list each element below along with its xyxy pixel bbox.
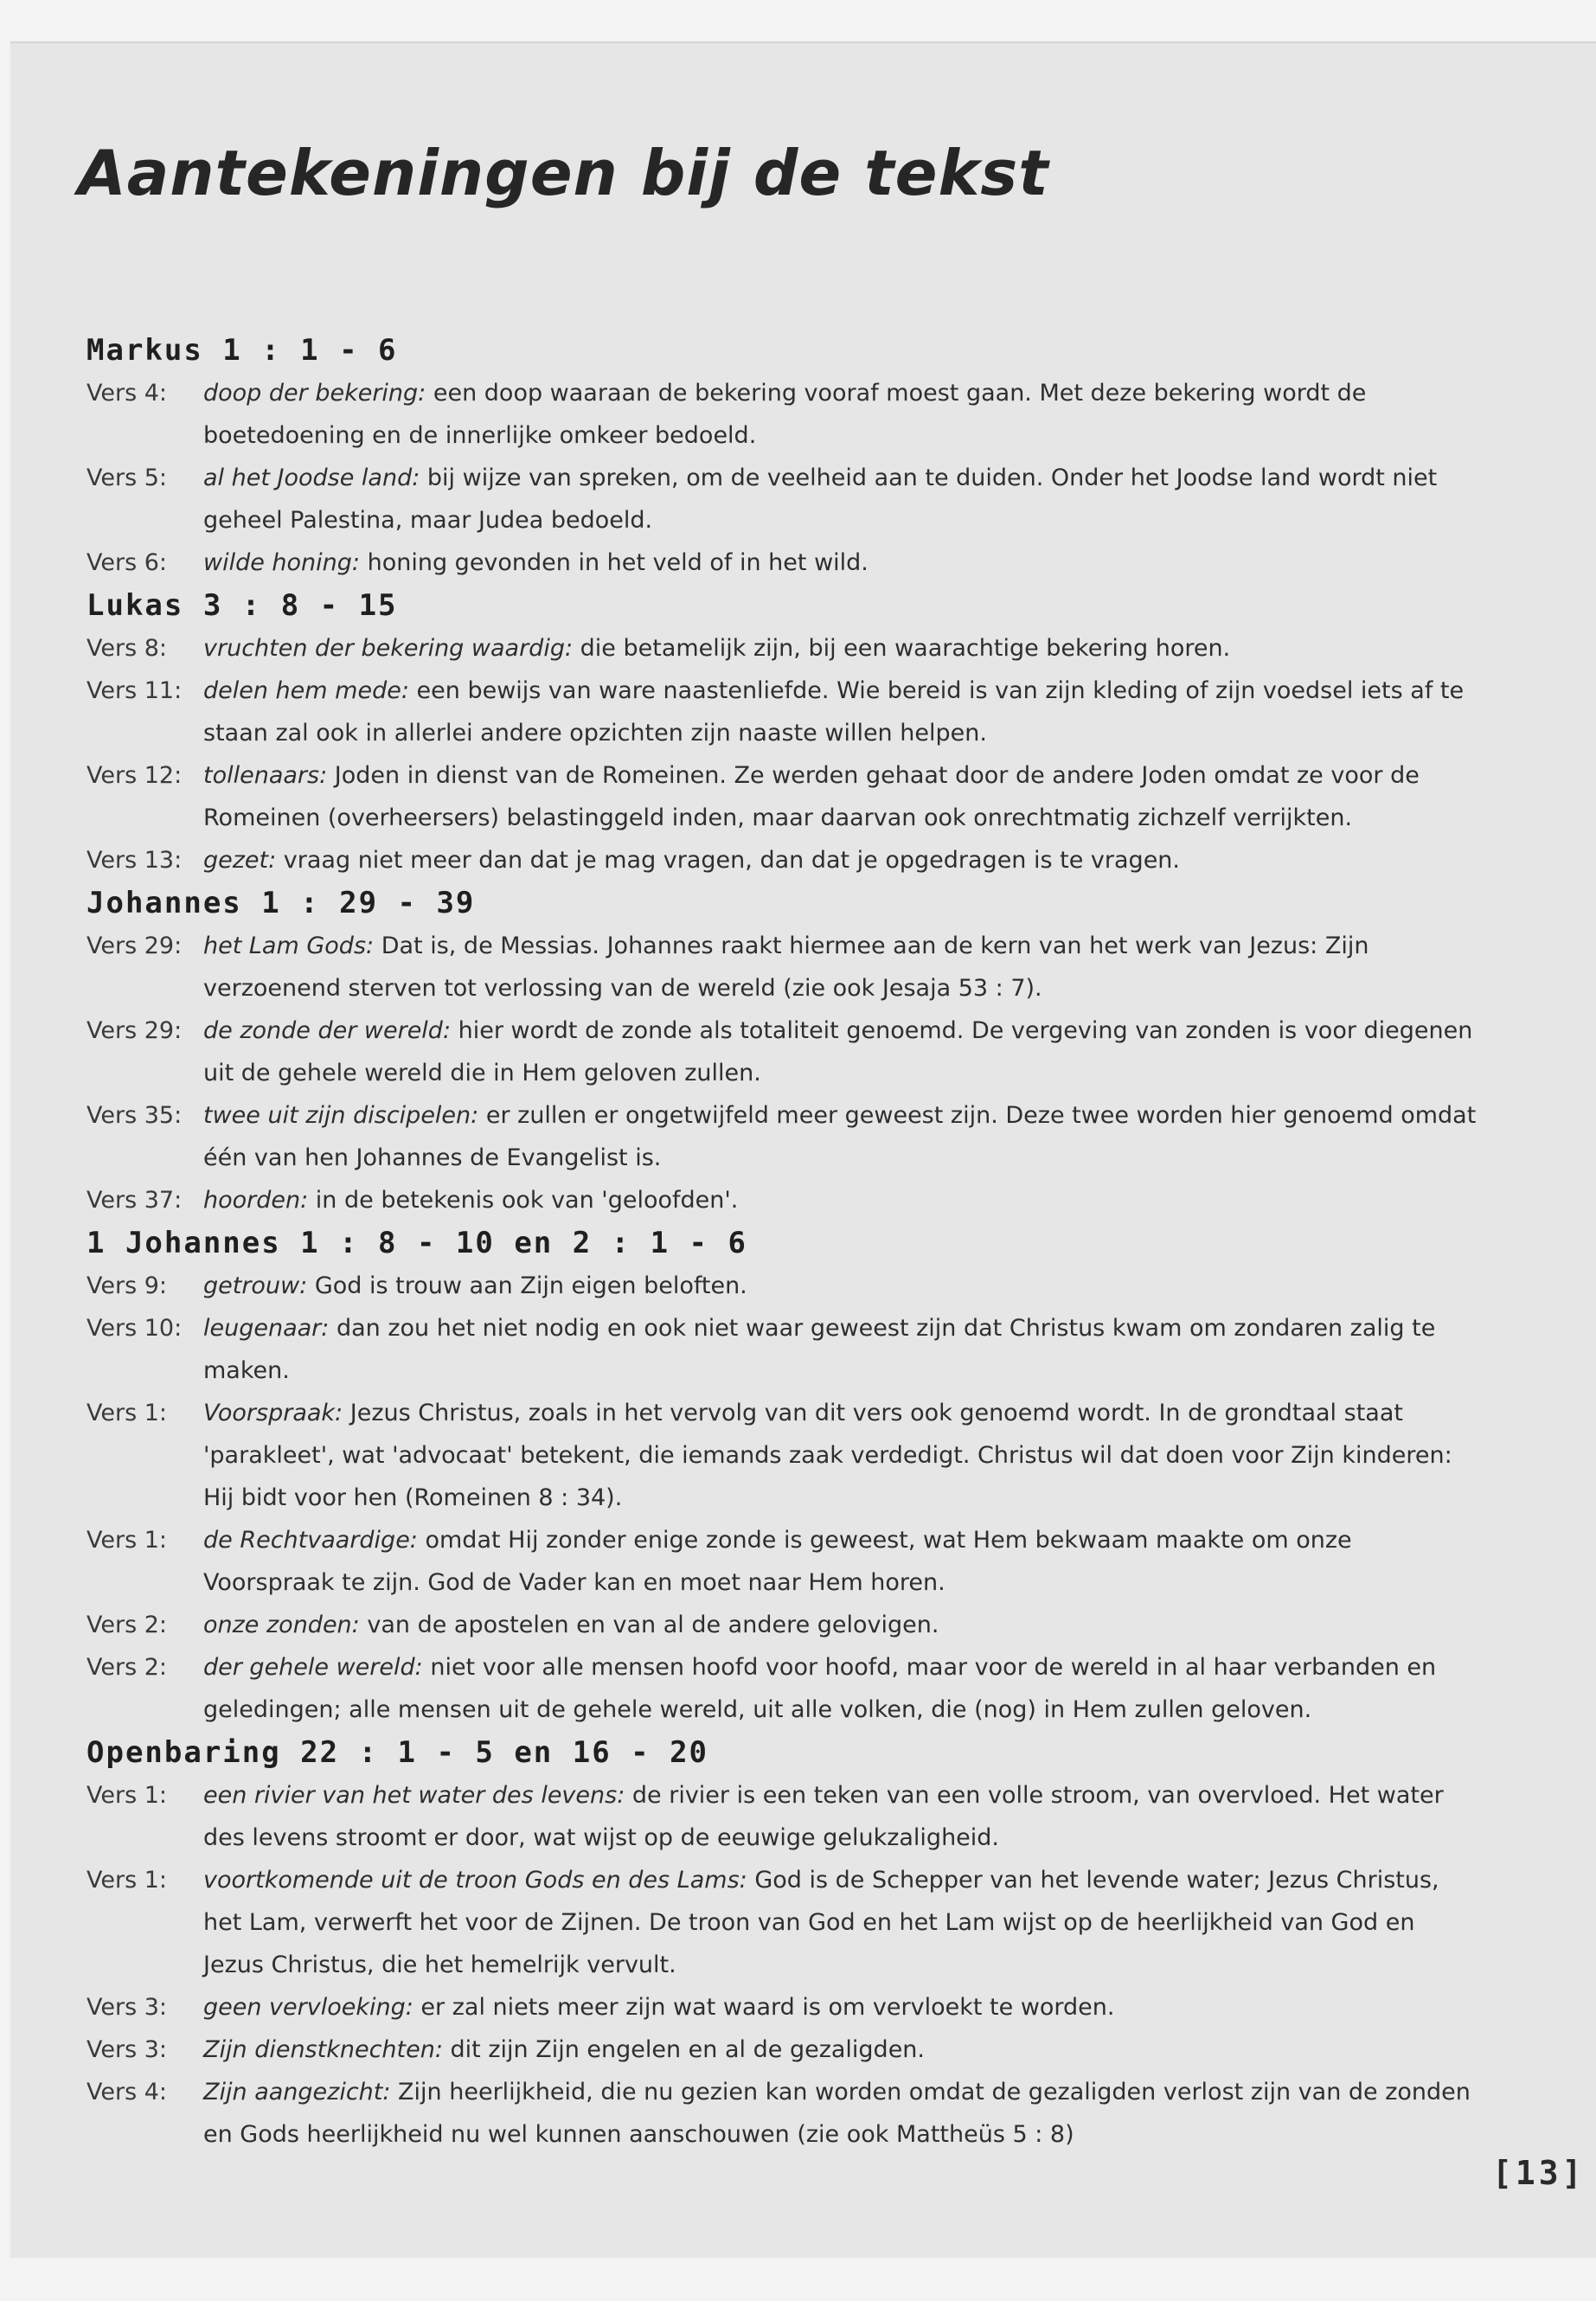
verse-label: Vers 3: — [87, 1994, 168, 2021]
note-explanation: Jezus Christus, zoals in het vervolg van dit vers ook genoemd wordt. In de grondtaal staat 'parakleet', wat 'advocaat' betekent, die iemands zaak verdedigt. Christus wil dat doen voor Zijn kinderen: Hij bidt voor hen (Romeinen 8 : 34). — [203, 1400, 1452, 1511]
note-text — [203, 1604, 1479, 1646]
section-heading-openbaring: Openbaring 22 : 1 - 5 en 16 - 20 — [87, 1735, 709, 1770]
note-term: hoorden: — [203, 1187, 309, 1214]
note-entry — [87, 1392, 1479, 1519]
note-explanation: vraag niet meer dan dat je mag vragen, dan dat je opgedragen is te vragen. — [276, 847, 1181, 874]
verse-label: Vers 13: — [87, 847, 183, 874]
note-text — [203, 1094, 1479, 1179]
note-term: doop der bekering: — [203, 380, 426, 407]
verse-label: Vers 37: — [87, 1187, 183, 1214]
note-term: wilde honing: — [203, 549, 361, 576]
note-text — [203, 1519, 1479, 1604]
note-explanation: niet voor alle mensen hoofd voor hoofd, maar voor de wereld in al haar verbanden en geledingen; alle mensen uit de gehele wereld, uit alle volken, die (nog) in Hem zullen geloven. — [203, 1654, 1437, 1723]
section-heading-lukas: Lukas 3 : 8 - 15 — [87, 588, 398, 623]
note-term: de zonde der wereld: — [203, 1017, 452, 1044]
verse-label: Vers 3: — [87, 2036, 168, 2063]
note-term: Voorspraak: — [203, 1400, 343, 1426]
note-term: voortkomende uit de troon Gods en des Lams: — [203, 1867, 747, 1894]
note-entry — [87, 1646, 1479, 1731]
note-term: der gehele wereld: — [203, 1654, 423, 1681]
note-entry — [87, 542, 1479, 584]
verse-label: Vers 1: — [87, 1400, 168, 1426]
note-entry — [87, 1265, 1479, 1307]
note-term: Zijn dienstknechten: — [203, 2036, 443, 2063]
verse-label: Vers 1: — [87, 1527, 168, 1554]
note-term: Zijn aangezicht: — [203, 2079, 391, 2106]
note-explanation: Dat is, de Messias. Johannes raakt hiermee aan de kern van het werk van Jezus: Zijn verzoenend sterven tot verlossing van de wereld (zie ook Jesaja 53 : 7). — [203, 933, 1369, 1002]
note-term: een rivier van het water des levens: — [203, 1782, 625, 1809]
section-heading-markus: Markus 1 : 1 - 6 — [87, 333, 398, 368]
note-term: onze zonden: — [203, 1612, 360, 1638]
note-entry — [87, 1519, 1479, 1604]
verse-label: Vers 8: — [87, 635, 168, 662]
note-text — [203, 1265, 1479, 1307]
note-text — [203, 542, 1479, 584]
page — [10, 42, 1596, 2258]
verse-label: Vers 1: — [87, 1867, 168, 1894]
verse-label: Vers 1: — [87, 1782, 168, 1809]
note-entry — [87, 925, 1479, 1009]
page-number: [13] — [1492, 2154, 1586, 2192]
note-entry — [87, 754, 1479, 839]
note-entry — [87, 1986, 1479, 2029]
note-entry — [87, 627, 1479, 670]
note-term: leugenaar: — [203, 1315, 330, 1342]
note-term: het Lam Gods: — [203, 933, 375, 959]
note-term: delen hem mede: — [203, 677, 409, 704]
note-term: vruchten der bekering waardig: — [203, 635, 574, 662]
note-explanation: van de apostelen en van al de andere gelovigen. — [359, 1612, 939, 1638]
note-text — [203, 1392, 1479, 1519]
notes-content — [87, 329, 1479, 2156]
note-explanation: dit zijn Zijn engelen en al de gezaligden. — [442, 2036, 925, 2063]
verse-label: Vers 2: — [87, 1654, 168, 1681]
note-text — [203, 1986, 1479, 2029]
note-text — [203, 1646, 1479, 1731]
verse-label: Vers 4: — [87, 380, 168, 407]
note-text — [203, 1774, 1479, 1859]
note-text — [203, 1009, 1479, 1094]
note-explanation: God is de Schepper van het levende water; Jezus Christus, het Lam, verwerft het voor de Zijnen. De troon van God en het Lam wijst op de heerlijkheid van God en Jezus Christus, die het hemelrijk vervult. — [203, 1867, 1439, 1978]
note-explanation: er zullen er ongetwijfeld meer geweest zijn. Deze twee worden hier genoemd omdat één van hen Johannes de Evangelist is. — [203, 1102, 1477, 1171]
section-heading-johannes: Johannes 1 : 29 - 39 — [87, 886, 476, 920]
note-explanation: die betamelijk zijn, bij een waarachtige bekering horen. — [573, 635, 1231, 662]
verse-label: Vers 5: — [87, 465, 168, 491]
note-entry — [87, 2029, 1479, 2071]
note-explanation: omdat Hij zonder enige zonde is geweest, wat Hem bekwaam maakte om onze Voorspraak te zijn. God de Vader kan en moet naar Hem horen. — [203, 1527, 1352, 1596]
note-entry — [87, 1859, 1479, 1986]
verse-label: Vers 29: — [87, 1017, 183, 1044]
note-term: tollenaars: — [203, 762, 328, 789]
note-explanation: Joden in dienst van de Romeinen. Ze werden gehaat door de andere Joden omdat ze voor de Romeinen (overheersers) belastinggeld inden, maar daarvan ook onrechtmatig zichzelf verrijkten. — [203, 762, 1420, 831]
section-heading-1-johannes: 1 Johannes 1 : 8 - 10 en 2 : 1 - 6 — [87, 1226, 747, 1260]
note-entry — [87, 1774, 1479, 1859]
note-explanation: een bewijs van ware naastenliefde. Wie bereid is van zijn kleding of zijn voedsel iets af te staan zal ook in allerlei andere opzichten zijn naaste willen helpen. — [203, 677, 1465, 747]
note-explanation: de rivier is een teken van een volle stroom, van overvloed. Het water des levens stroomt er door, wat wijst op de eeuwige gelukzaligheid. — [203, 1782, 1444, 1851]
note-explanation: in de betekenis ook van 'geloofden'. — [308, 1187, 739, 1214]
note-explanation: honing gevonden in het veld of in het wild. — [360, 549, 869, 576]
verse-label: Vers 4: — [87, 2079, 168, 2106]
note-entry — [87, 2071, 1479, 2156]
verse-label: Vers 9: — [87, 1272, 168, 1299]
note-entry — [87, 1009, 1479, 1094]
verse-label: Vers 11: — [87, 677, 183, 704]
page-title: Aantekeningen bij de tekst — [78, 137, 1049, 209]
verse-label: Vers 29: — [87, 933, 183, 959]
note-text — [203, 1859, 1479, 1986]
note-term: geen vervloeking: — [203, 1994, 413, 2021]
note-explanation: er zal niets meer zijn wat waard is om vervloekt te worden. — [413, 1994, 1115, 2021]
note-text — [203, 925, 1479, 1009]
note-text — [203, 1307, 1479, 1392]
note-text — [203, 627, 1479, 670]
note-entry — [87, 1307, 1479, 1392]
note-text — [203, 457, 1479, 542]
note-explanation: Zijn heerlijkheid, die nu gezien kan worden omdat de gezaligden verlost zijn van de zonden en Gods heerlijkheid nu wel kunnen aanschouwen (zie ook Mattheüs 5 : 8) — [203, 2079, 1471, 2148]
note-entry — [87, 457, 1479, 542]
note-term: gezet: — [203, 847, 277, 874]
note-explanation: dan zou het niet nodig en ook niet waar geweest zijn dat Christus kwam om zondaren zalig te maken. — [203, 1315, 1436, 1384]
note-entry — [87, 1094, 1479, 1179]
note-entry — [87, 670, 1479, 754]
note-entry — [87, 1604, 1479, 1646]
verse-label: Vers 12: — [87, 762, 183, 789]
verse-label: Vers 6: — [87, 549, 168, 576]
note-text — [203, 754, 1479, 839]
note-term: getrouw: — [203, 1272, 308, 1299]
note-term: de Rechtvaardige: — [203, 1527, 418, 1554]
verse-label: Vers 35: — [87, 1102, 183, 1129]
note-text — [203, 372, 1479, 457]
note-explanation: bij wijze van spreken, om de veelheid aan te duiden. Onder het Joodse land wordt niet geheel Palestina, maar Judea bedoeld. — [203, 465, 1438, 534]
note-text — [203, 1179, 1479, 1221]
note-explanation: hier wordt de zonde als totaliteit genoemd. De vergeving van zonden is voor diegenen uit de gehele wereld die in Hem geloven zullen. — [203, 1017, 1473, 1086]
verse-label: Vers 10: — [87, 1315, 183, 1342]
note-text — [203, 670, 1479, 754]
verse-label: Vers 2: — [87, 1612, 168, 1638]
note-text — [203, 2071, 1479, 2156]
note-explanation: God is trouw aan Zijn eigen beloften. — [307, 1272, 747, 1299]
note-text — [203, 2029, 1479, 2071]
note-text — [203, 839, 1479, 881]
note-explanation: een doop waaraan de bekering vooraf moest gaan. Met deze bekering wordt de boetedoening en de innerlijke omkeer bedoeld. — [203, 380, 1367, 449]
note-entry — [87, 372, 1479, 457]
note-entry — [87, 1179, 1479, 1221]
note-term: twee uit zijn discipelen: — [203, 1102, 479, 1129]
note-term: al het Joodse land: — [203, 465, 420, 491]
note-entry — [87, 839, 1479, 881]
